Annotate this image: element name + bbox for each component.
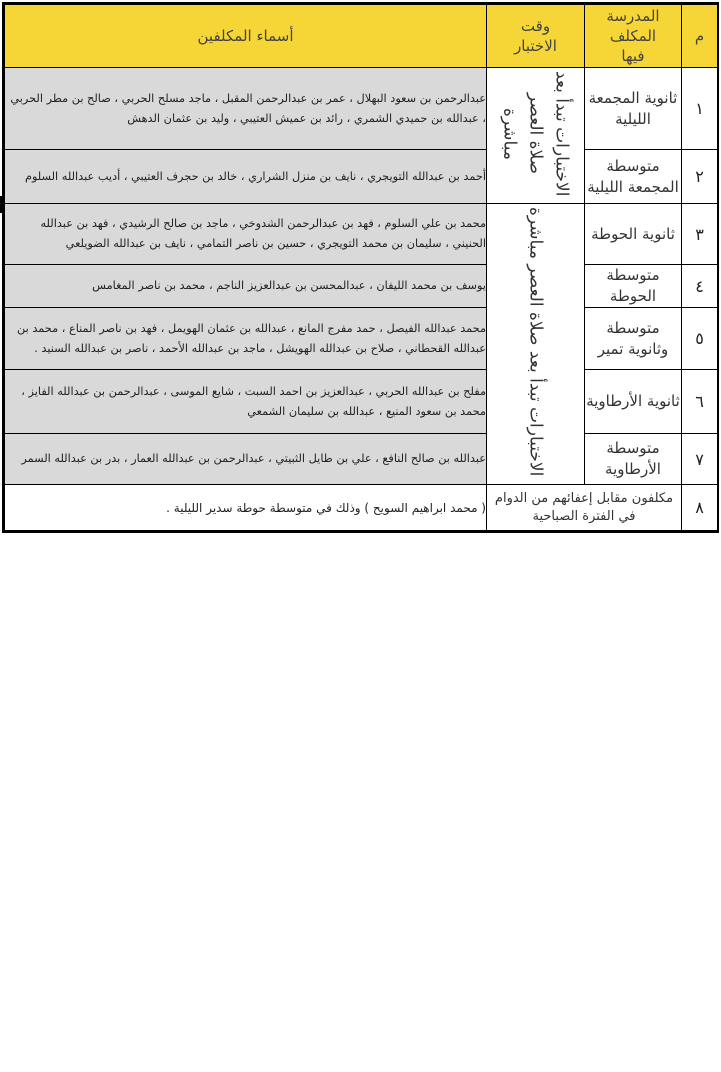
row-school: متوسطة المجمعة الليلية (585, 150, 682, 204)
table-row (5, 434, 718, 485)
time-text-group-2: الاختبارات تبدأ بعد صلاة العصر مباشرة (525, 207, 546, 477)
row-num: ٦ (682, 370, 718, 434)
row-school: ثانوية المجمعة الليلية (585, 68, 682, 150)
left-edge-marker (0, 196, 5, 213)
table-row (5, 308, 718, 370)
row-num: ٨ (682, 485, 718, 531)
exempt-label: مكلفون مقابل إعفائهم من الدوام في الفترة الصباحية (487, 485, 682, 531)
header-names: أسماء المكلفين (5, 5, 487, 68)
table-row-exempt (5, 485, 718, 531)
row-names: عبدالله بن صالح النافع ، علي بن طايل الثبيتي ، عبدالرحمن بن عبدالله العمار ، بدر بن عبدالله السمر (5, 434, 487, 485)
row-school: ثانوية الحوطة (585, 204, 682, 265)
time-cell-group-1 (487, 68, 585, 204)
invigilators-table (4, 4, 718, 531)
table-row (5, 68, 718, 150)
row-names: يوسف بن محمد الليفان ، عبدالمحسن بن عبدالعزيز الناجم ، محمد بن ناصر المغامس (5, 265, 487, 308)
header-school: المدرسة المكلف فيها (585, 5, 682, 68)
time-text-group-1: الاختبارات تبدأ بعد صلاة العصر مباشرة (499, 70, 572, 197)
table-row (5, 150, 718, 204)
table-row (5, 370, 718, 434)
table-row (5, 204, 718, 265)
row-names: أحمد بن عبدالله التويجري ، نايف بن منزل الشراري ، خالد بن حجرف العتيبي ، أديب عبدالله السلوم (5, 150, 487, 204)
row-names: محمد عبدالله الفيصل ، حمد مفرج المانع ، عبدالله بن عثمان الهويمل ، فهد بن ناصر المناع ، محمد بن عبدالله القحطاني ، صلاح بن عبدالله الهويشل ، ماجد بن عبدالله الأحمد ، ناصر بن عبدالله السنيد . (5, 308, 487, 370)
table-row (5, 265, 718, 308)
row-school: ثانوية الأرطاوية (585, 370, 682, 434)
row-num: ٢ (682, 150, 718, 204)
row-num: ٧ (682, 434, 718, 485)
header-num: م (682, 5, 718, 68)
row-num: ٣ (682, 204, 718, 265)
row-names: مفلح بن عبدالله الحربي ، عبدالعزيز بن احمد السبت ، شايع الموسى ، عبدالرحمن بن عبدالله الفايز ، محمد بن سعود المنيع ، عبدالله بن سليمان الشمعي (5, 370, 487, 434)
row-num: ٤ (682, 265, 718, 308)
exempt-names: ( محمد ابراهيم السويح ) وذلك في متوسطة حوطة سدير الليلية . (5, 485, 487, 531)
row-names: عبدالرحمن بن سعود البهلال ، عمر بن عبدالرحمن المقبل ، ماجد مسلح الحربي ، صالح بن مطر الحربي ، عبدالله بن حميدي الشمري ، رائد بن عميش العتيبي ، وليد بن عثمان الدهش (5, 68, 487, 150)
row-names: محمد بن علي السلوم ، فهد بن عبدالرحمن الشدوخي ، ماجد بن صالح الرشيدي ، فهد بن عبدالله الحنيني ، سليمان بن محمد التويجري ، حسين بن ناصر التمامي ، نايف بن عبدالله الضويلعي (5, 204, 487, 265)
row-num: ١ (682, 68, 718, 150)
time-cell-group-2 (487, 204, 585, 485)
header-time: وقت الاختبار (487, 5, 585, 68)
row-school: متوسطة الأرطاوية (585, 434, 682, 485)
row-school: متوسطة الحوطة (585, 265, 682, 308)
row-num: ٥ (682, 308, 718, 370)
table-header-row (5, 5, 718, 68)
row-school: متوسطة وثانوية تمير (585, 308, 682, 370)
